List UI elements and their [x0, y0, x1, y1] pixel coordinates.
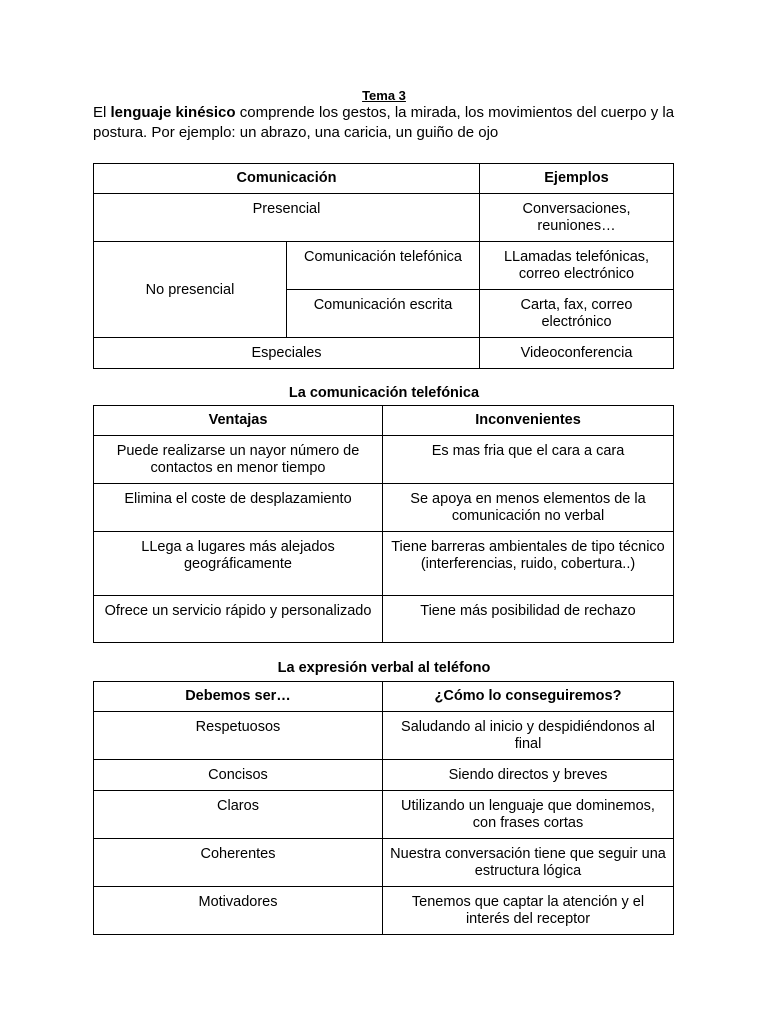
table-cell: Motivadores: [94, 887, 383, 935]
table-cell: Siendo directos y breves: [383, 760, 674, 791]
table-cell: Nuestra conversación tiene que seguir una estructura lógica: [383, 839, 674, 887]
table-cell: Especiales: [94, 338, 480, 369]
table-cell: Tiene barreras ambientales de tipo técnico (interferencias, ruido, cobertura..): [383, 532, 674, 596]
table-cell: LLega a lugares más alejados geográficamente: [94, 532, 383, 596]
telephone-table: [93, 405, 674, 643]
intro-bold-term: lenguaje kinésico: [110, 104, 236, 121]
table-cell: Presencial: [94, 194, 480, 242]
table-header: Debemos ser…: [94, 682, 383, 712]
page-title: Tema 3: [362, 88, 406, 103]
intro-rest: comprende los gestos, la mirada, los movimientos del cuerpo y la postura. Por ejemplo: un abrazo, una caricia, un guiño de ojo: [93, 104, 675, 141]
table-header: Comunicación: [94, 164, 480, 194]
table-caption: La comunicación telefónica: [288, 385, 480, 401]
table-header: Inconvenientes: [383, 406, 674, 436]
table-header: Ejemplos: [480, 164, 674, 194]
communication-table: [93, 163, 674, 369]
table-cell: Videoconferencia: [480, 338, 674, 369]
intro-paragraph: [93, 103, 678, 143]
table-cell: Carta, fax, correo electrónico: [480, 290, 674, 338]
table-header: Ventajas: [94, 406, 383, 436]
table-header: ¿Cómo lo conseguiremos?: [383, 682, 674, 712]
table-caption: La expresión verbal al teléfono: [277, 660, 491, 676]
table-cell: Respetuosos: [94, 712, 383, 760]
table-cell: Es mas fria que el cara a cara: [383, 436, 674, 484]
table-cell: Utilizando un lenguaje que dominemos, con frases cortas: [383, 791, 674, 839]
table-cell: LLamadas telefónicas, correo electrónico: [480, 242, 674, 290]
table-cell: Concisos: [94, 760, 383, 791]
intro-prefix: El: [93, 104, 111, 121]
table-cell: Claros: [94, 791, 383, 839]
table-cell: Tenemos que captar la atención y el interés del receptor: [383, 887, 674, 935]
table-cell: No presencial: [94, 242, 287, 338]
table-cell: Puede realizarse un nayor número de contactos en menor tiempo: [94, 436, 383, 484]
table-cell: Conversaciones, reuniones…: [480, 194, 674, 242]
table-cell: Elimina el coste de desplazamiento: [94, 484, 383, 532]
table-cell: Saludando al inicio y despidiéndonos al final: [383, 712, 674, 760]
table-cell: Se apoya en menos elementos de la comunicación no verbal: [383, 484, 674, 532]
verbal-expression-table: [93, 681, 674, 935]
table-cell: Comunicación escrita: [287, 290, 480, 338]
table-cell: Comunicación telefónica: [287, 242, 480, 290]
table-cell: Tiene más posibilidad de rechazo: [383, 596, 674, 643]
table-cell: Coherentes: [94, 839, 383, 887]
table-cell: Ofrece un servicio rápido y personalizado: [94, 596, 383, 643]
